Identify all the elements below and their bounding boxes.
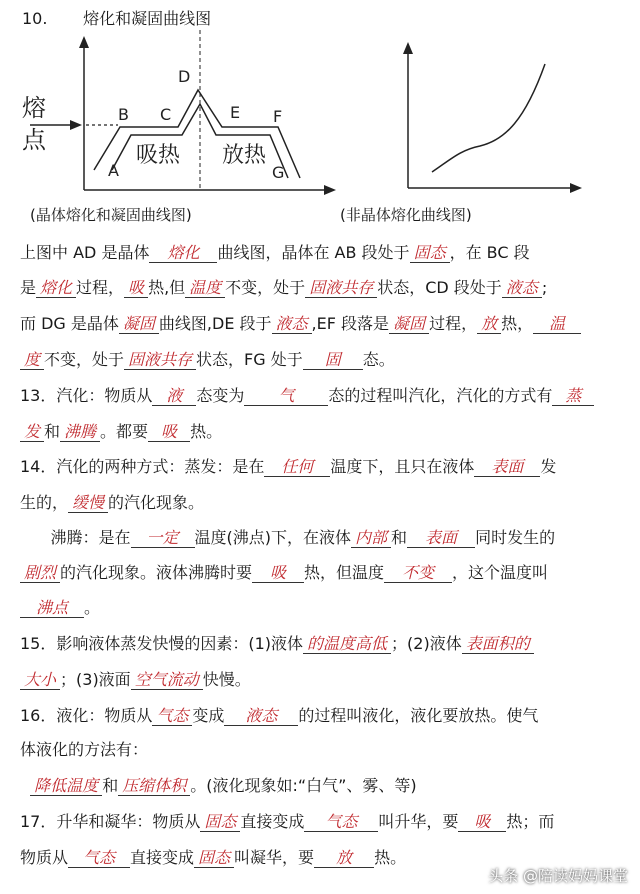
static-text: 体液化的方法有： [20, 740, 149, 759]
static-text: 17．升华和凝华：物质从 [20, 812, 201, 831]
static-text: 16．液化：物质从 [20, 706, 153, 725]
static-text: 态。 [362, 350, 395, 369]
answer-blank: 一定 [131, 529, 195, 548]
text-line [20, 670, 251, 690]
answer-blank: 固态 [194, 849, 234, 868]
answer-blank: 大小 [20, 671, 60, 690]
point-d: D [178, 67, 191, 86]
static-text: 物质从 [20, 848, 69, 867]
melting-label-2: 点 [22, 126, 46, 154]
static-text: 。都要 [100, 422, 149, 441]
crystal-y-arrow [79, 36, 89, 48]
caption-crystal: (晶体熔化和凝固曲线图) [30, 206, 192, 224]
static-text: 而 DG 是晶体 [20, 314, 119, 333]
text-line [20, 634, 534, 654]
static-text [20, 776, 30, 795]
crystal-melting-curve [0, 0, 640, 200]
static-text: 沸腾：是在 [20, 528, 131, 547]
answer-blank: 吸 [124, 279, 148, 298]
crystal-x-arrow [324, 185, 336, 195]
static-text: 的汽化现象。液体沸腾时要 [60, 563, 253, 582]
watermark: 头条 @陪读妈妈课堂 [488, 867, 628, 885]
text-line [20, 457, 556, 477]
answer-blank: 发 [20, 423, 44, 442]
text-line [20, 528, 555, 548]
text-line [20, 776, 417, 796]
static-text: 和 [102, 776, 119, 795]
static-text: 状态，CD 段处于 [377, 278, 502, 297]
answer-blank: 熔化 [36, 279, 76, 298]
static-text: 的过程叫液化，液化要放热。使气 [298, 706, 539, 725]
static-text: ；(3)液面 [60, 670, 131, 689]
release-heat-label: 放热 [222, 143, 267, 168]
answer-blank: 气 [244, 387, 328, 406]
answer-blank: 固态 [200, 813, 240, 832]
static-text: 热，但温度 [304, 563, 385, 582]
static-text: 。 [84, 598, 101, 617]
answer-blank: 蒸 [552, 387, 594, 406]
answer-blank: 剧烈 [20, 564, 60, 583]
answer-blank: 任何 [264, 458, 330, 477]
static-text: 态的过程叫汽化，汽化的方式有 [328, 386, 553, 405]
static-text: 叫升华，要 [378, 812, 459, 831]
answer-blank: 沸腾 [60, 423, 100, 442]
static-text: ，这个温度叫 [452, 563, 549, 582]
answer-blank: 表面 [407, 529, 475, 548]
answer-blank: 熔化 [149, 244, 217, 263]
static-text: 曲线图,DE 段于 [158, 314, 272, 333]
answer-blank: 表面 [474, 458, 540, 477]
static-text: 是 [20, 278, 37, 297]
noncrystal-x-arrow [570, 183, 582, 193]
answer-blank: 沸点 [20, 599, 84, 618]
text-line [20, 386, 594, 406]
answer-blank: 吸 [458, 813, 506, 832]
text-line [20, 706, 538, 726]
figure-number: 10. [22, 9, 48, 28]
static-text: ；(2)液体 [391, 634, 462, 653]
static-text: 热；而 [506, 812, 555, 831]
melting-point-arrowhead [70, 120, 82, 130]
static-text: 。(液化现象如:“白气”、雾、等) [190, 776, 417, 795]
static-text: 温度(沸点)下，在液体 [194, 528, 352, 547]
answer-blank: 凝固 [119, 315, 159, 334]
static-text: 和 [44, 422, 61, 441]
point-g: G [272, 163, 285, 182]
text-line [20, 812, 554, 832]
static-text: 15．影响液体蒸发快慢的因素：(1)液体 [20, 634, 304, 653]
text-line [20, 848, 406, 868]
static-text: 上图中 AD 是晶体 [20, 243, 150, 262]
answer-blank: 缓慢 [68, 494, 108, 513]
static-text: 同时发生的 [475, 528, 556, 547]
static-text: 温度下，且只在液体 [330, 457, 475, 476]
text-line [20, 350, 395, 370]
answer-blank: 液 [152, 387, 196, 406]
static-text: 热。 [190, 422, 223, 441]
text-line [20, 243, 530, 263]
answer-blank: 固态 [410, 244, 450, 263]
static-text: 不变，处于 [225, 278, 306, 297]
static-text: 曲线图，晶体在 AB 段处于 [217, 243, 410, 262]
answer-blank: 液态 [502, 279, 542, 298]
answer-blank: 气态 [68, 849, 130, 868]
text-line [20, 493, 204, 513]
point-c: C [160, 105, 172, 124]
text-line [20, 278, 547, 298]
answer-blank: 液态 [272, 315, 312, 334]
static-text: 发 [540, 457, 557, 476]
static-text: ; [541, 278, 548, 297]
static-text: 直接变成 [240, 812, 305, 831]
noncrystal-curve [432, 64, 545, 172]
answer-blank: 气态 [304, 813, 378, 832]
static-text: 14．汽化的两种方式：蒸发：是在 [20, 457, 265, 476]
static-text: 热,但 [148, 278, 186, 297]
crystal-curve-outer [94, 90, 300, 178]
answer-blank: 降低温度 [30, 777, 102, 796]
text-line [20, 563, 548, 583]
static-text: 和 [391, 528, 408, 547]
answer-blank: 液态 [224, 707, 298, 726]
static-text: ,EF 段落是 [311, 314, 390, 333]
static-text: 过程， [76, 278, 125, 297]
answer-blank: 吸 [148, 423, 190, 442]
answer-blank: 度 [20, 351, 44, 370]
static-text: 状态，FG 处于 [196, 350, 303, 369]
static-text: 叫凝华，要 [234, 848, 315, 867]
melting-label-1: 熔 [22, 94, 46, 122]
static-text: 的汽化现象。 [108, 493, 205, 512]
answer-blank: 温 [533, 315, 581, 334]
answer-blank: 温度 [185, 279, 225, 298]
figure-title: 熔化和凝固曲线图 [83, 9, 212, 28]
text-line [20, 740, 148, 760]
answer-blank: 固 [303, 351, 363, 370]
text-line [20, 314, 581, 334]
answer-blank: 气态 [152, 707, 192, 726]
static-text: 变成 [192, 706, 225, 725]
point-b: B [118, 105, 129, 124]
answer-blank: 吸 [252, 564, 304, 583]
answer-blank: 固液共存 [305, 279, 377, 298]
answer-blank: 凝固 [389, 315, 429, 334]
static-text: 热。 [374, 848, 407, 867]
point-f: F [273, 107, 283, 126]
answer-blank: 内部 [351, 529, 391, 548]
point-e: E [230, 103, 241, 122]
answer-blank: 不变 [384, 564, 452, 583]
text-line [20, 422, 222, 442]
answer-blank: 放 [477, 315, 501, 334]
caption-noncrystal: (非晶体熔化曲线图) [340, 206, 472, 224]
text-line [20, 598, 100, 618]
static-text: 快慢。 [202, 670, 251, 689]
static-text: 态变为 [196, 386, 245, 405]
noncrystal-y-arrow [403, 42, 413, 54]
static-text: ，在 BC 段 [449, 243, 530, 262]
absorb-heat-label: 吸热 [136, 143, 181, 168]
answer-blank: 表面积的 [462, 635, 534, 654]
answer-blank: 压缩体积 [118, 777, 190, 796]
point-a: A [108, 161, 119, 180]
static-text: 直接变成 [130, 848, 195, 867]
answer-blank: 的温度高低 [303, 635, 391, 654]
static-text: 生的， [20, 493, 69, 512]
static-text: 不变，处于 [44, 350, 125, 369]
static-text: 过程， [429, 314, 478, 333]
answer-blank: 固液共存 [124, 351, 196, 370]
answer-blank: 空气流动 [131, 671, 203, 690]
static-text: 热， [501, 314, 534, 333]
static-text: 13．汽化：物质从 [20, 386, 153, 405]
answer-blank: 放 [314, 849, 374, 868]
